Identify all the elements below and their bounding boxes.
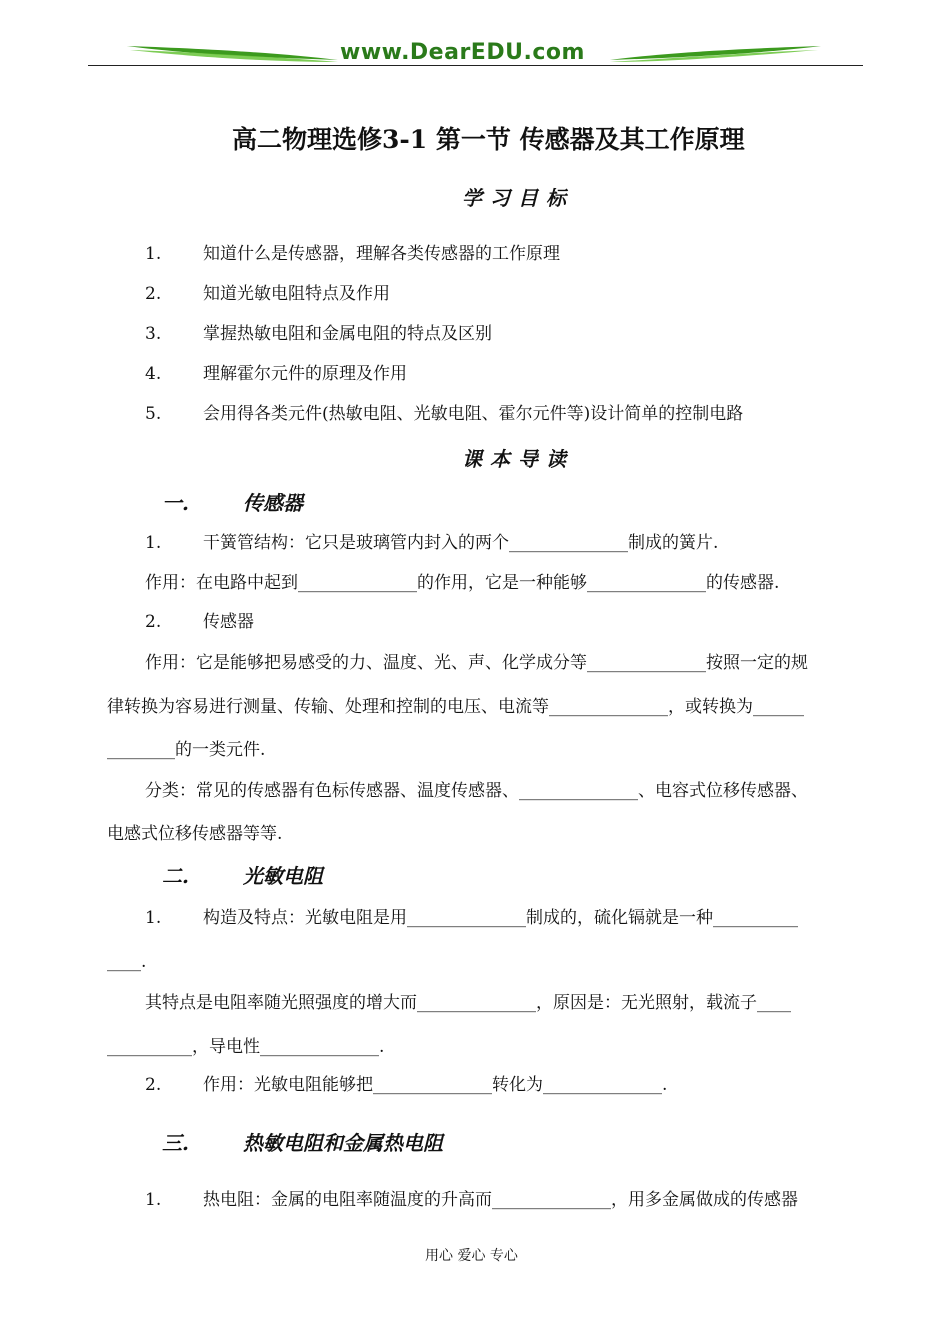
text-line: 作用：它是能够把易感受的力、温度、光、声、化学成分等______________按照一定的规 bbox=[145, 653, 808, 673]
header-rule bbox=[88, 65, 863, 66]
text-line: 其特点是电阻率随光照强度的增大而______________，原因是：无光照射，载流子____ bbox=[145, 993, 791, 1013]
text-line: 分类：常见的传感器有色标传感器、温度传感器、______________、电容式位移传感器、 bbox=[145, 781, 808, 801]
page-footer: 用心 爱心 专心 bbox=[425, 1248, 518, 1264]
section-title: 光敏电阻 bbox=[243, 864, 323, 888]
header-logo[interactable]: www.DearEDU.com bbox=[340, 40, 585, 65]
objective-text: 知道什么是传感器，理解各类传感器的工作原理 bbox=[203, 244, 560, 264]
text-line: 热电阻：金属的电阻率随温度的升高而______________，用多金属做成的传感器 bbox=[203, 1190, 798, 1210]
text-line: ________的一类元件. bbox=[107, 740, 266, 760]
page-title: 高二物理选修3-1 第一节 传感器及其工作原理 bbox=[232, 125, 745, 154]
objective-number: 4. bbox=[145, 364, 162, 384]
text-line: 传感器 bbox=[203, 612, 254, 632]
objective-number: 2. bbox=[145, 284, 162, 304]
text-line: 律转换为容易进行测量、传输、处理和控制的电压、电流等______________，或转换为______ bbox=[107, 697, 804, 717]
text-line: 作用：光敏电阻能够把______________转化为______________. bbox=[203, 1075, 668, 1095]
item-number: 1. bbox=[145, 1190, 162, 1210]
right-swoosh-icon bbox=[608, 38, 823, 68]
section-number: 二. bbox=[162, 864, 189, 888]
text-line: 作用：在电路中起到______________的作用，它是一种能够______________的传感器. bbox=[145, 573, 780, 593]
objective-text: 掌握热敏电阻和金属电阻的特点及区别 bbox=[203, 324, 492, 344]
section-title: 传感器 bbox=[243, 491, 303, 515]
objective-text: 理解霍尔元件的原理及作用 bbox=[203, 364, 407, 384]
objective-number: 1. bbox=[145, 244, 162, 264]
section-number: 一. bbox=[162, 491, 189, 515]
objectives-heading: 学习目标 bbox=[462, 186, 574, 210]
text-line: ____. bbox=[107, 952, 147, 972]
section-title: 热敏电阻和金属热电阻 bbox=[243, 1131, 443, 1155]
guide-heading: 课本导读 bbox=[462, 447, 574, 471]
item-number: 1. bbox=[145, 908, 162, 928]
text-line: 电感式位移传感器等等. bbox=[107, 824, 283, 844]
objective-number: 5. bbox=[145, 404, 162, 424]
left-swoosh-icon bbox=[125, 38, 340, 68]
section-number: 三. bbox=[162, 1131, 189, 1155]
text-line: __________，导电性______________. bbox=[107, 1037, 385, 1057]
text-line: 干簧管结构：它只是玻璃管内封入的两个______________制成的簧片. bbox=[203, 533, 719, 553]
item-number: 1. bbox=[145, 533, 162, 553]
item-number: 2. bbox=[145, 1075, 162, 1095]
objective-number: 3. bbox=[145, 324, 162, 344]
item-number: 2. bbox=[145, 612, 162, 632]
text-line: 构造及特点：光敏电阻是用______________制成的，硫化镉就是一种__________ bbox=[203, 908, 798, 928]
objective-text: 会用得各类元件(热敏电阻、光敏电阻、霍尔元件等)设计简单的控制电路 bbox=[203, 404, 744, 424]
objective-text: 知道光敏电阻特点及作用 bbox=[203, 284, 390, 304]
